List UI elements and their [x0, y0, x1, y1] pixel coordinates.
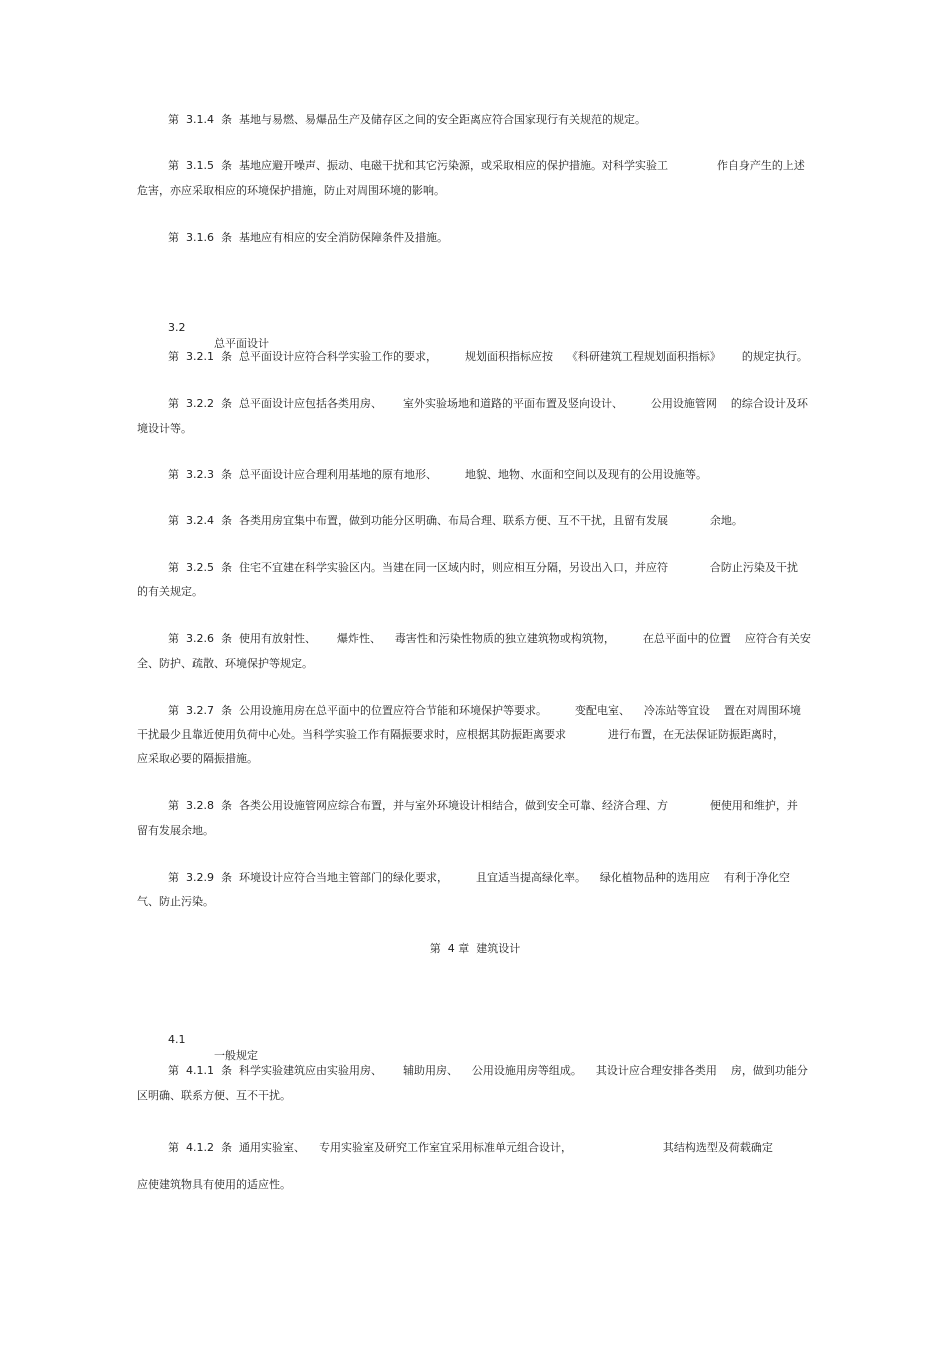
section-title: 一般规定: [214, 1049, 258, 1062]
clause-3-2-5-line-2: 的有关规定。: [137, 585, 203, 598]
clause-3-1-6-line-1: 第 3.1.6 条 基地应有相应的安全消防保障条件及措施。: [168, 231, 448, 244]
clause-3-2-7-line-3: 应采取必要的隔振措施。: [137, 752, 258, 765]
clause-3-2-6-line-2: 全、防护、疏散、环境保护等规定。: [137, 657, 313, 670]
clause-3-1-4-line-1: 第 3.1.4 条 基地与易燃、易爆品生产及储存区之间的安全距离应符合国家现行有关规范的规定。: [168, 113, 646, 126]
clause-3-2-8-line-1: 第 3.2.8 条 各类公用设施管网应综合布置，并与室外环境设计相结合，做到安全可靠、经济合理、方 便使用和维护，并: [168, 799, 798, 812]
section-title: 总平面设计: [214, 337, 269, 350]
clause-3-2-7-line-2: 干扰最少且靠近使用负荷中心处。当科学实验工作有隔振要求时，应根据其防振距离要求 进行布置，在无法保证防振距离时，: [137, 728, 784, 741]
clause-3-2-7-line-1: 第 3.2.7 条 公用设施用房在总平面中的位置应符合节能和环境保护等要求。 变配电室、 冷冻站等宜设 置在对周围环境: [168, 704, 801, 717]
clause-3-2-2-line-2: 境设计等。: [137, 422, 192, 435]
clause-3-2-9-line-1: 第 3.2.9 条 环境设计应符合当地主管部门的绿化要求， 且宜适当提高绿化率。 绿化植物品种的选用应 有利于净化空: [168, 871, 790, 884]
clause-4-1-2-line-2: 应使建筑物具有使用的适应性。: [137, 1178, 291, 1191]
clause-4-1-1-line-1: 第 4.1.1 条 科学实验建筑应由实验用房、 辅助用房、 公用设施用房等组成。 其设计应合理安排各类用 房，做到功能分: [168, 1064, 808, 1077]
clause-4-1-2-line-1: 第 4.1.2 条 通用实验室、 专用实验室及研究工作室宜采用标准单元组合设计， 其结构选型及荷载确定: [168, 1141, 773, 1154]
clause-3-2-8-line-2: 留有发展余地。: [137, 824, 214, 837]
clause-3-2-3-line-1: 第 3.2.3 条 总平面设计应合理利用基地的原有地形、 地貌、地物、水面和空间以及现有的公用设施等。: [168, 468, 707, 481]
clause-4-1-1-line-2: 区明确、联系方便、互不干扰。: [137, 1089, 291, 1102]
clause-3-2-9-line-2: 气、防止污染。: [137, 895, 214, 908]
section-number: 3.2: [168, 321, 186, 334]
clause-3-2-5-line-1: 第 3.2.5 条 住宅不宜建在科学实验区内。当建在同一区域内时，则应相互分隔，另设出入口，并应符 合防止污染及干扰: [168, 561, 798, 574]
clause-3-1-5-line-2: 危害，亦应采取相应的环境保护措施，防止对周围环境的影响。: [137, 184, 445, 197]
chapter-title: 第 4 章 建筑设计: [429, 942, 521, 955]
section-number: 4.1: [168, 1033, 186, 1046]
clause-3-2-1-line-1: 第 3.2.1 条 总平面设计应符合科学实验工作的要求， 规划面积指标应按 《科研建筑工程规划面积指标》 的规定执行。: [168, 350, 808, 363]
clause-3-2-2-line-1: 第 3.2.2 条 总平面设计应包括各类用房、 室外实验场地和道路的平面布置及竖向设计、 公用设施管网 的综合设计及环: [168, 397, 808, 410]
clause-3-2-6-line-1: 第 3.2.6 条 使用有放射性、 爆炸性、 毒害性和污染性物质的独立建筑物或构筑物， 在总平面中的位置 应符合有关安: [168, 632, 811, 645]
clause-3-1-5-line-1: 第 3.1.5 条 基地应避开噪声、振动、电磁干扰和其它污染源，或采取相应的保护措施。对科学实验工 作自身产生的上述: [168, 159, 805, 172]
clause-3-2-4-line-1: 第 3.2.4 条 各类用房宜集中布置，做到功能分区明确、布局合理、联系方便、互不干扰，且留有发展 余地。: [168, 514, 743, 527]
